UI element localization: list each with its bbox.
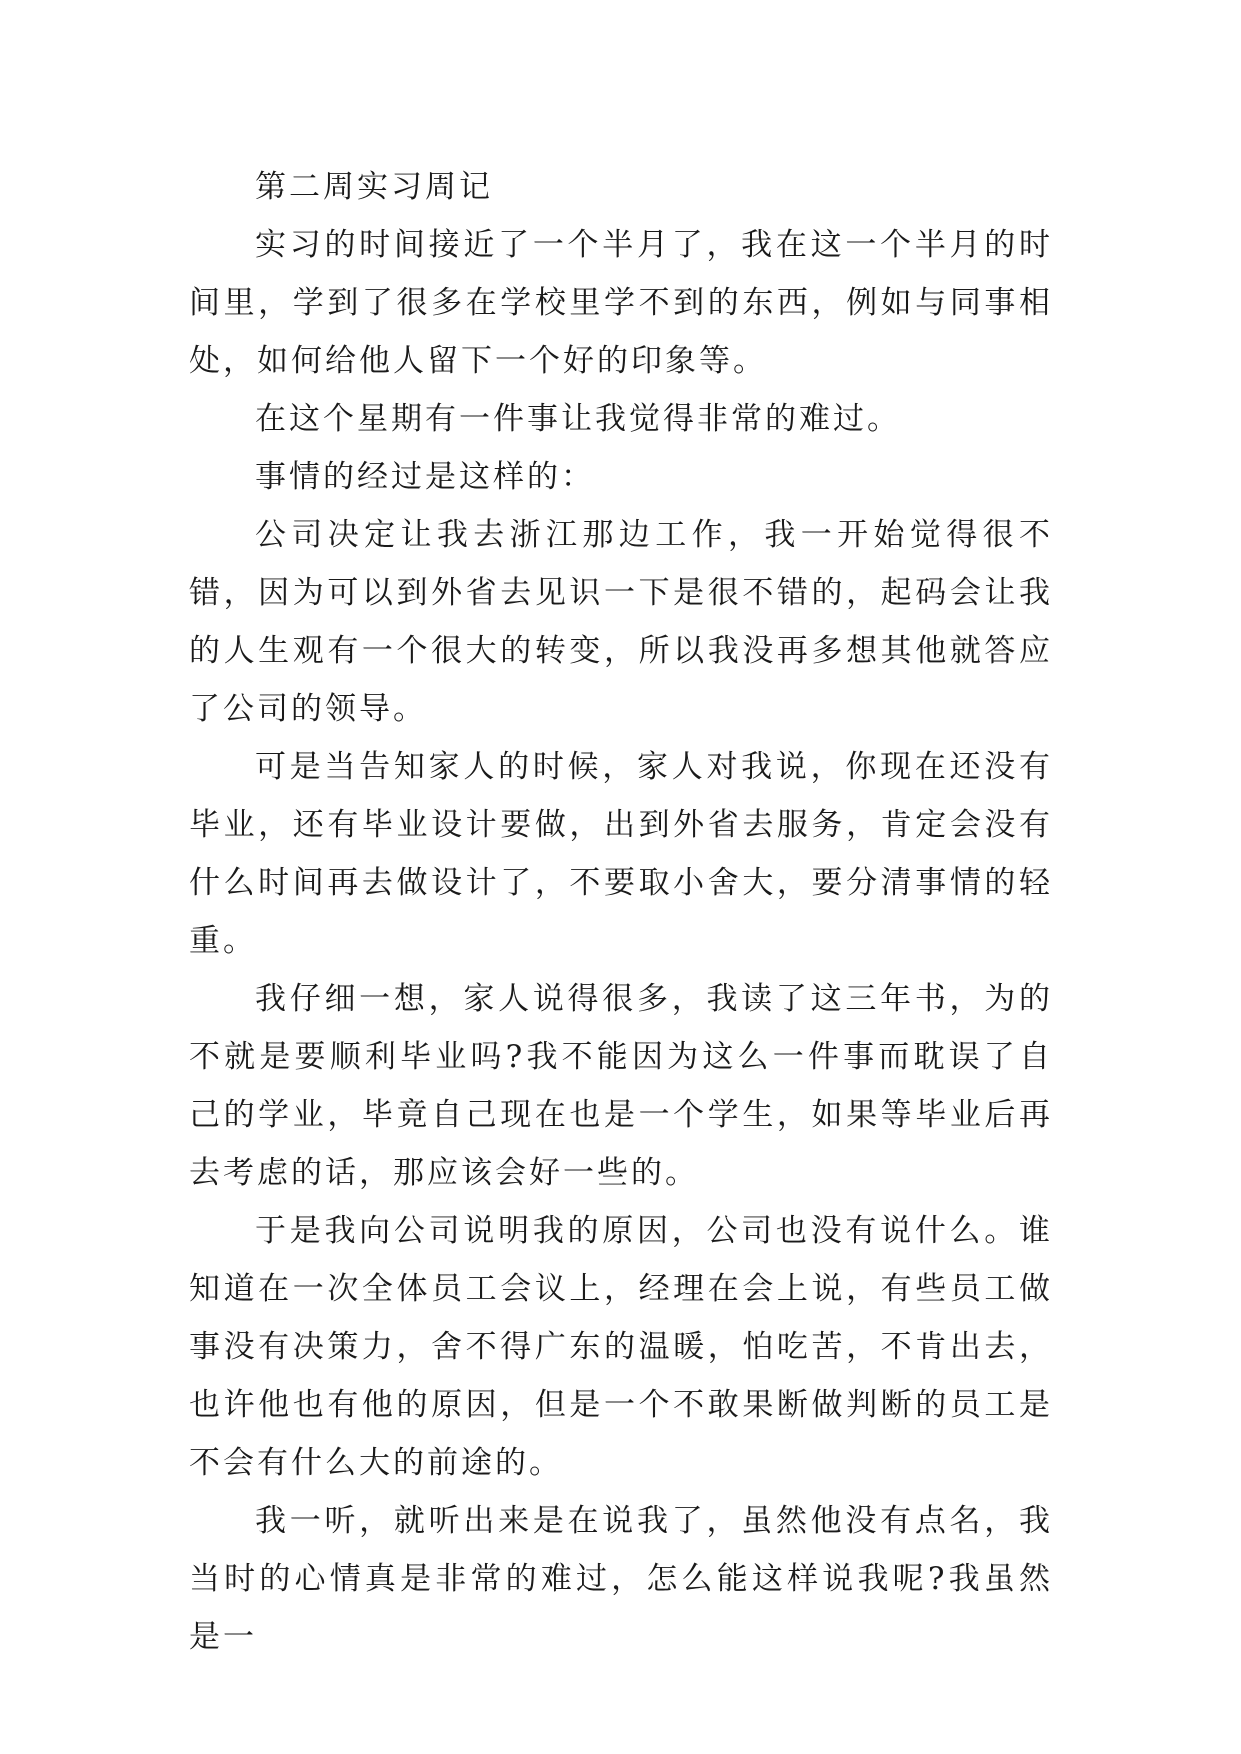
paragraph-4: 公司决定让我去浙江那边工作，我一开始觉得很不错，因为可以到外省去见识一下是很不错的，起码会让我的人生观有一个很大的转变，所以我没再多想其他就答应了公司的领导。 bbox=[189, 517, 1053, 727]
paragraph-5: 可是当告知家人的时候，家人对我说，你现在还没有毕业，还有毕业设计要做，出到外省去服务，肯定会没有什么时间再去做设计了，不要取小舍大，要分清事情的轻重。 bbox=[189, 749, 1053, 959]
document-body bbox=[189, 158, 1053, 1666]
paragraph-7: 于是我向公司说明我的原因，公司也没有说什么。谁知道在一次全体员工会议上，经理在会上说，有些员工做事没有决策力，舍不得广东的温暖，怕吃苦，不肯出去，也许他也有他的原因，但是一个不敢果断做判断的员工是不会有什么大的前途的。 bbox=[189, 1213, 1053, 1481]
paragraph-3: 事情的经过是这样的： bbox=[255, 459, 595, 495]
paragraph-8: 我一听，就听出来是在说我了，虽然他没有点名，我当时的心情真是非常的难过，怎么能这样说我呢?我虽然是一 bbox=[189, 1503, 1053, 1655]
paragraph-6: 我仔细一想，家人说得很多，我读了这三年书，为的不就是要顺利毕业吗?我不能因为这么一件事而耽误了自己的学业，毕竟自己现在也是一个学生，如果等毕业后再去考虑的话，那应该会好一些的。 bbox=[189, 981, 1053, 1191]
paragraph-2: 在这个星期有一件事让我觉得非常的难过。 bbox=[255, 401, 901, 437]
document-title: 第二周实习周记 bbox=[255, 169, 493, 205]
paragraph-1: 实习的时间接近了一个半月了，我在这一个半月的时间里，学到了很多在学校里学不到的东西，例如与同事相处，如何给他人留下一个好的印象等。 bbox=[189, 227, 1053, 379]
